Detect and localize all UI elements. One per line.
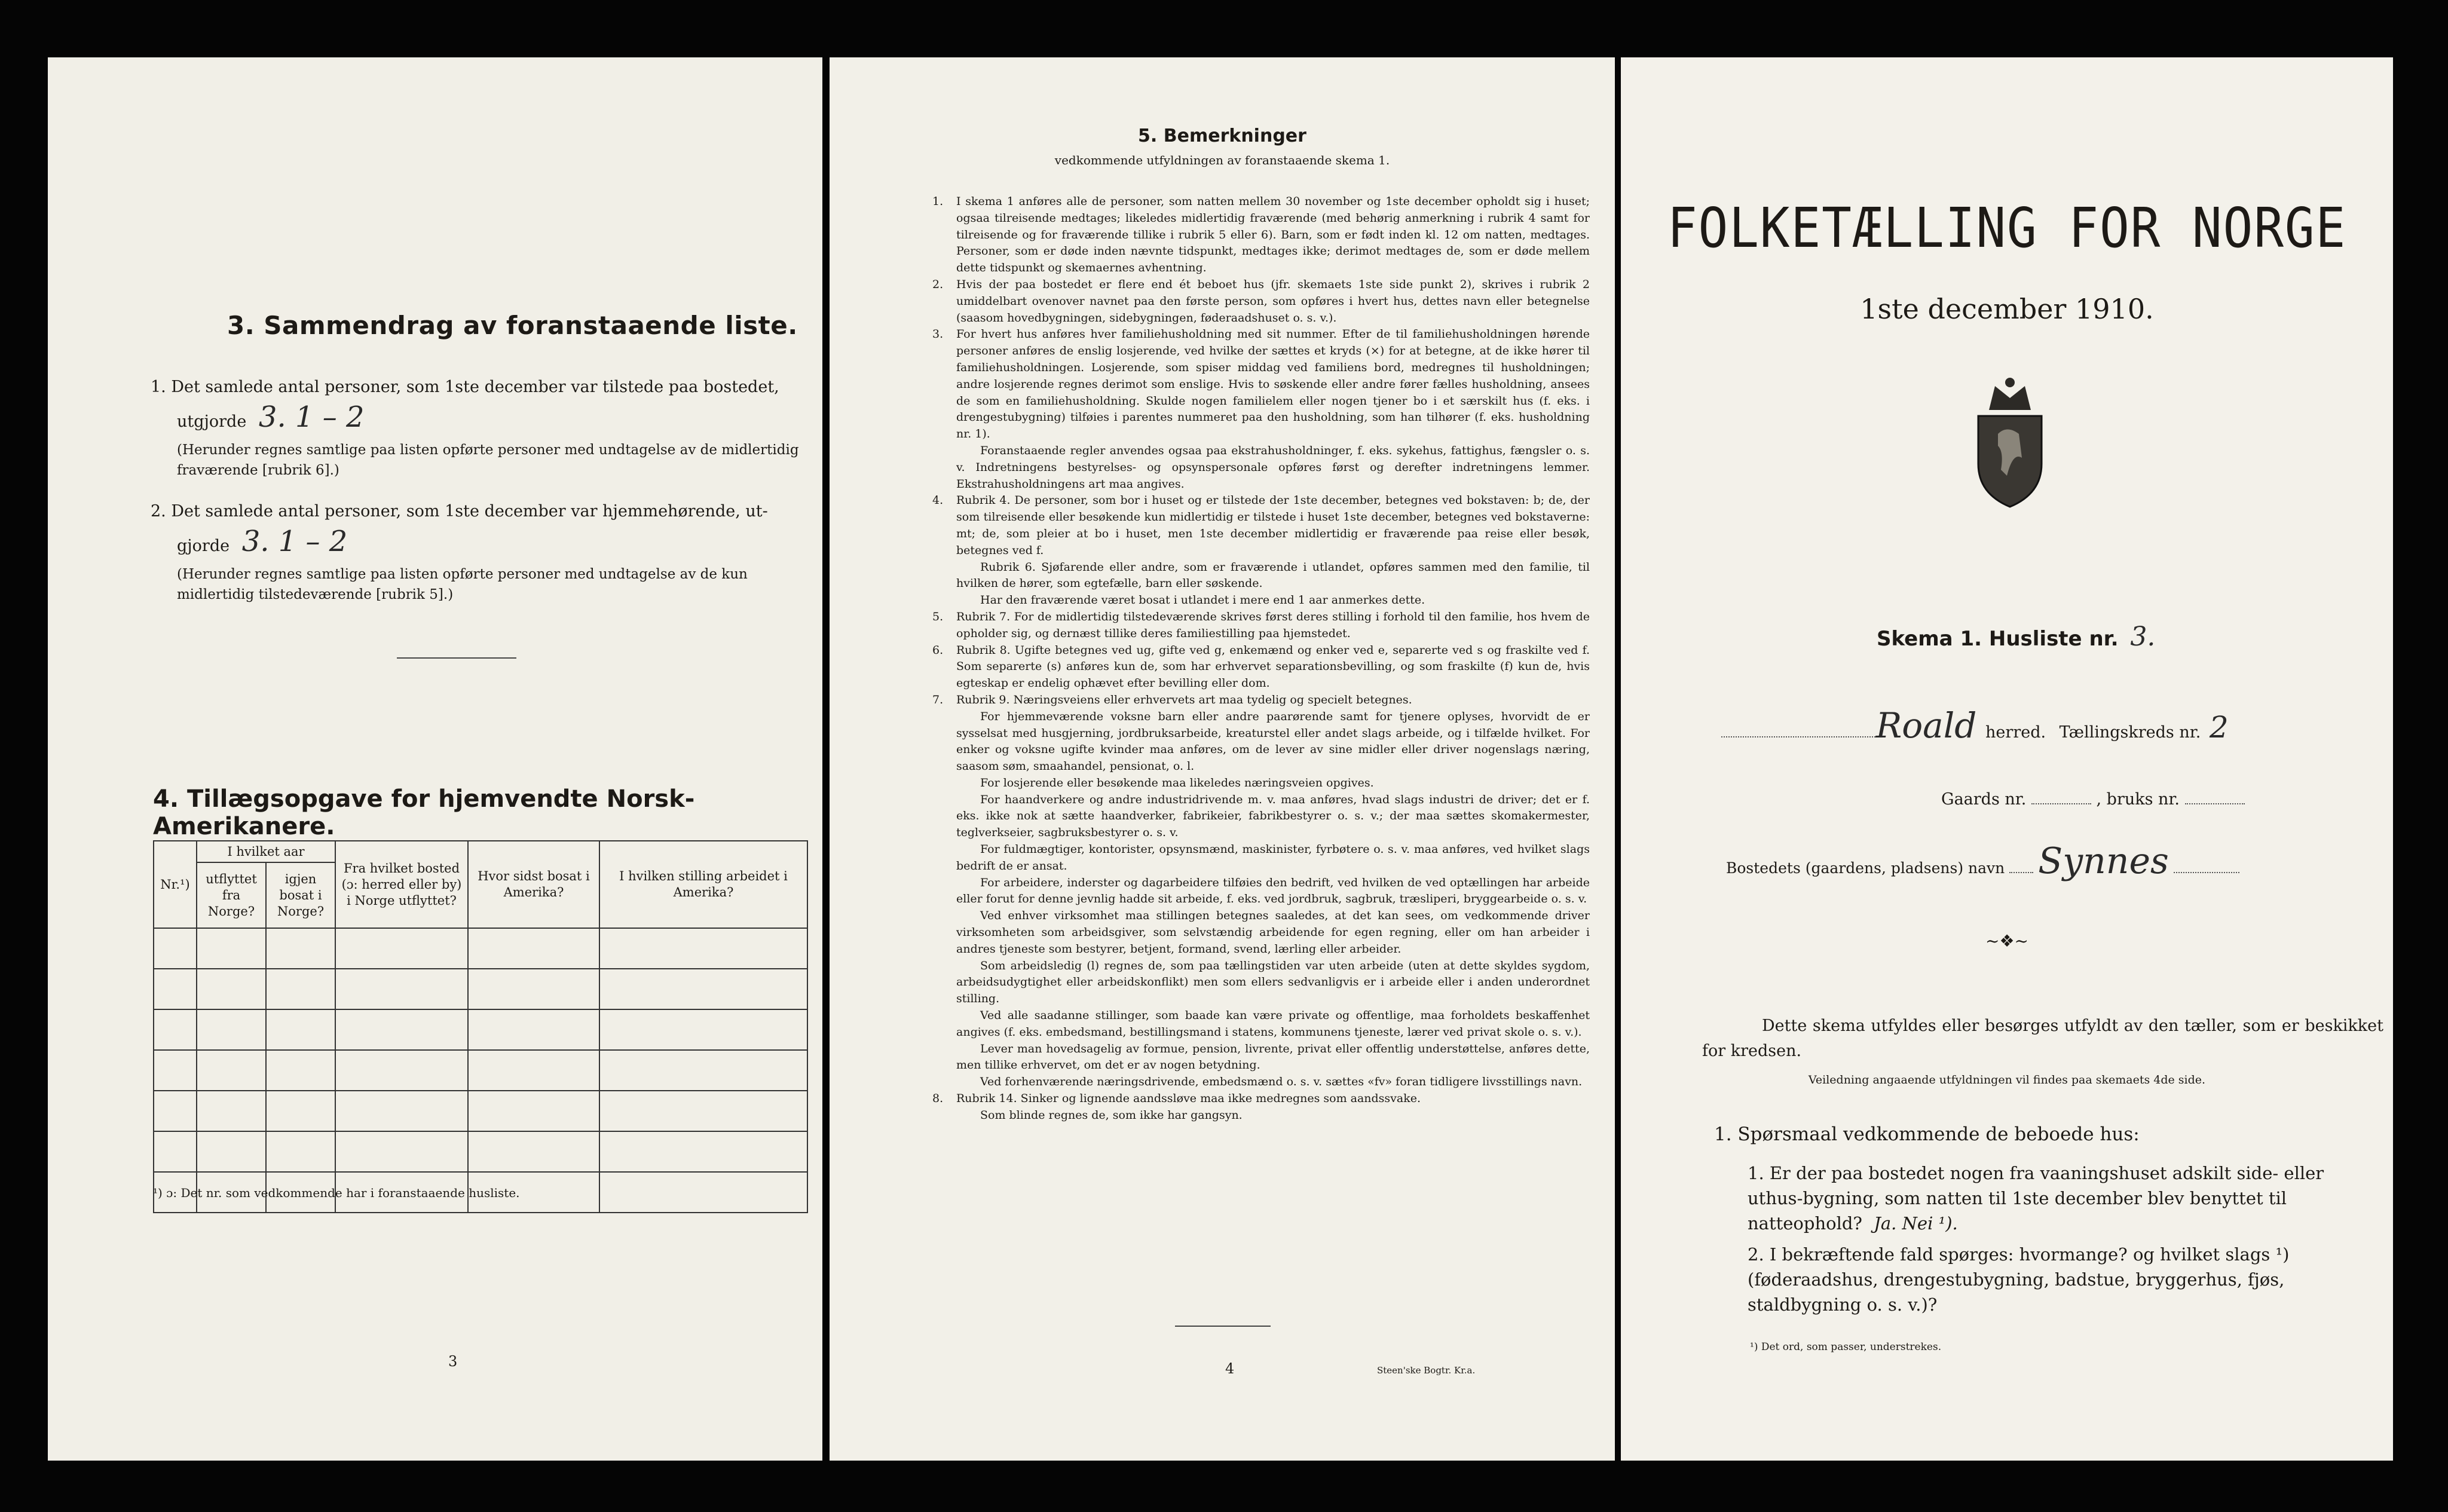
census-date: 1ste december 1910. — [1860, 293, 2154, 325]
col-returned: igjen bosat i Norge? — [266, 862, 335, 928]
col-emigrated: utflyttet fra Norge? — [197, 862, 266, 928]
item2-note: (Herunder regnes samtlige paa listen opførte personer med undtagelse av de kun midlertidig tilstedeværende [rubrik 5].) — [177, 567, 748, 602]
remark-item — [932, 1091, 1590, 1107]
remark-text: For hjemmeværende voksne barn eller andre paarørende samt for tjenere oplyses, hvorvidt de er sysselsat med husgjerning, jordbruksarbeide, kreaturstel eller andet slags arbeide, og i tilfælde hvilket. For enker og voksne ugifte kvinder maa anføres, om de lever av sine midler eller driver nogenslags næring, saasom søm, smaahandel, pensionat, o. l. — [956, 709, 1590, 773]
table-row — [154, 1091, 807, 1131]
remark-text: Som arbeidsledig (l) regnes de, som paa tællingstiden var uten arbeide (uten at dette skyldes sygdom, arbeidsudygtighet eller arbeidskonflikt) men som ellers sedvanligvis er i arbeide eller i anden underordnet stilling. — [956, 959, 1590, 1006]
coat-of-arms-icon — [1971, 374, 2049, 512]
remark-item — [932, 1041, 1590, 1075]
item2-line — [177, 525, 775, 558]
remark-item — [932, 958, 1590, 1008]
herred-label: herred. — [1985, 723, 2046, 742]
item1-line — [177, 400, 775, 434]
remark-item — [932, 642, 1590, 692]
remark-item — [932, 326, 1590, 443]
remark-item — [932, 559, 1590, 593]
table-row — [154, 969, 807, 1009]
remark-item — [932, 841, 1590, 875]
remark-text: Ved forhenværende næringsdrivende, embedsmænd o. s. v. sættes «fv» foran tidligere livsstillings navn. — [980, 1075, 1583, 1089]
remark-item — [932, 875, 1590, 908]
item1-text: 1. Det samlede antal personer, som 1ste december var tilstede paa bostedet, — [151, 378, 779, 396]
herred-line — [1721, 705, 2391, 746]
remark-text: Ved alle saadanne stillinger, som baade kan være private og offentlige, maa forholdets beskaffenhet angives (f. eks. embedsmand, bestillingsmand i statens, kommunens tjeneste, lærer ved privat skole o. s. v.). — [956, 1009, 1590, 1039]
printer-mark: Steen'ske Bogtr. Kr.a. — [1377, 1365, 1476, 1376]
schema-line — [1877, 622, 2155, 652]
remark-item — [932, 709, 1590, 775]
remark-item — [932, 277, 1590, 326]
section3-title: 3. Sammendrag av foranstaaende liste. — [227, 311, 798, 340]
remarks-title: 5. Bemerkninger — [1138, 126, 1306, 146]
remark-text: Foranstaaende regler anvendes ogsaa paa ekstrahusholdninger, f. eks. sykehus, fattighus, fængsler o. s. v. Indretningens bestyrelses- og opsynspersonale opføres først og derefter indretningens lemmer. Ekstrahusholdningens art maa angives. — [956, 443, 1590, 491]
item2-text: 2. Det samlede antal personer, som 1ste december var hjemmehørende, ut- — [151, 502, 768, 521]
remark-item — [932, 1008, 1590, 1041]
remark-text: Rubrik 7. For de midlertidig tilstedeværende skrives først deres stilling i forhold til den familie, hos hvem de opholder sig, og dernæst tillike deres familiestilling paa hjemstedet. — [956, 610, 1590, 640]
col-group: I hvilket aar — [197, 841, 335, 862]
remark-text: I skema 1 anføres alle de personer, som natten mellem 30 november og 1ste december opholdt sig i huset; ogsaa tilreisende medtages; likeledes midlertidig fraværende (med behørig anmerkning i rubrik 4 samt for tilreisende og for fraværende tillike i rubrik 5 eller 6). Barn, som er født inden kl. 12 om natten, medtages. Personer, som er døde inden nævnte tidspunkt, medtages ikke; derimot medtages de, som er døde mellem dette tidspunkt og skemaernes avhentning. — [956, 195, 1590, 275]
questions-header: 1. Spørsmaal vedkommende de beboede hus: — [1714, 1124, 2140, 1145]
remark-number: 1. — [932, 195, 944, 208]
remark-number: 5. — [932, 610, 944, 623]
question-2: 2. I bekræftende fald spørges: hvormange? og hvilket slags ¹) (føderaadshus, drengestubygning, badstue, bryggerhus, fjøs, staldbygning o. s. v.)? — [1748, 1244, 2290, 1315]
remark-text: Hvis der paa bostedet er flere end ét beboet hus (jfr. skemaets 1ste side punkt 2), skrives i rubrik 2 umiddelbart ovenover navnet paa den første person, som opføres i hvert hus, dettes navn eller betegnelse (saasom hovedbygningen, sidebygningen, føderaadshuset o. s. v.). — [956, 277, 1590, 325]
intro-text: Dette skema utfyldes eller besørges utfyldt av den tæller, som er beskikket for kredsen. — [1702, 1017, 2383, 1060]
footnote: ¹) Det ord, som passer, understrekes. — [1750, 1341, 1942, 1353]
q1-answer: Ja. Nei ¹). — [1874, 1213, 1958, 1234]
remark-item — [932, 1074, 1590, 1091]
item1-note: (Herunder regnes samtlige paa listen opførte personer med undtagelse av de midlertidig fraværende [rubrik 6].) — [177, 442, 799, 478]
remark-number: 6. — [932, 643, 944, 657]
question-1 — [1748, 1161, 2375, 1236]
remark-number: 7. — [932, 693, 944, 706]
kreds-label: Tællingskreds nr. — [2059, 723, 2201, 742]
remark-number: 3. — [932, 328, 944, 341]
ornament: ~❖~ — [1985, 931, 2029, 951]
footnote: ¹) ɔ: Det nr. som vedkommende har i foranstaaende husliste. — [153, 1186, 520, 1200]
remark-item — [932, 1107, 1590, 1124]
page-number: 3 — [448, 1353, 458, 1370]
page-middle — [830, 57, 1615, 1461]
bosted-value: Synnes — [2038, 840, 2169, 882]
remark-number: 8. — [932, 1092, 944, 1106]
table-row — [154, 1131, 807, 1172]
remark-text: For losjerende eller besøkende maa likeledes næringsveien opgives. — [980, 776, 1374, 789]
remark-item — [932, 908, 1590, 957]
page-right — [1621, 57, 2393, 1461]
husliste-nr: 3. — [2130, 622, 2156, 652]
remark-text: Ved enhver virksomhet maa stillingen betegnes saaledes, at det kan sees, om vedkommende driver virksomheten som arbeidsgiver, som selvstændig arbeidende for egen regning, eller om han arbeider i andres tjeneste som bestyrer, betjent, formand, svend, lærling eller arbeider. — [956, 909, 1590, 956]
remark-number: 4. — [932, 494, 944, 507]
remark-item — [932, 194, 1590, 277]
divider — [397, 657, 516, 659]
kreds-value: 2 — [2209, 710, 2229, 745]
item2-lead: gjorde — [177, 537, 230, 555]
remark-item — [932, 492, 1590, 559]
gaards-line — [1941, 790, 2245, 809]
col-occupation: I hvilken stilling arbeidet i Amerika? — [599, 841, 807, 928]
remark-item — [932, 775, 1590, 792]
remark-item — [932, 692, 1590, 709]
remarks-list — [932, 194, 1590, 1124]
table-row — [154, 1009, 807, 1050]
divider — [1175, 1326, 1271, 1327]
remark-text: Har den fraværende været bosat i utlandet i mere end 1 aar anmerkes dette. — [980, 593, 1425, 607]
remark-text: For fuldmægtiger, kontorister, opsynsmænd, maskinister, fyrbøtere o. s. v. maa anføres, ved hvilket slags bedrift de er ansat. — [956, 843, 1590, 873]
bruks-label: , bruks nr. — [2096, 790, 2180, 809]
q1-text: 1. Er der paa bostedet nogen fra vaaningshuset adskilt side- eller uthus-bygning, som natten til 1ste december blev benyttet til natteophold? — [1748, 1163, 2324, 1234]
gaards-label: Gaards nr. — [1941, 790, 2027, 809]
herred-value: Roald — [1875, 705, 1977, 746]
remark-text: Rubrik 9. Næringsveiens eller erhvervets art maa tydelig og specielt betegnes. — [956, 693, 1412, 706]
remarks-subtitle: vedkommende utfyldningen av foranstaaende skema 1. — [1054, 153, 1390, 167]
remark-text: Rubrik 14. Sinker og lignende aandssløve maa ikke medregnes som aandssvake. — [956, 1092, 1421, 1106]
col-nr: Nr.¹) — [154, 841, 197, 928]
remark-text: Rubrik 6. Sjøfarende eller andre, som er fraværende i utlandet, opføres sammen med den familie, til hvilken de hører, som egtefælle, barn eller søskende. — [956, 560, 1590, 590]
remark-item — [932, 443, 1590, 492]
remark-number: 2. — [932, 277, 944, 291]
remark-text: For haandverkere og andre industridrivende m. v. maa anføres, hvad slags industri de driver; det er f. eks. ikke nok at sætte haandverker, fabrikeier, fabrikbestyrer o. s. v.; der maa sættes skomakermester, teglverkseier, sagbruksbestyrer o. s. v. — [956, 792, 1590, 840]
table-row — [154, 1050, 807, 1091]
table-row — [154, 928, 807, 969]
remark-text: Lever man hovedsagelig av formue, pension, livrente, privat eller offentlig understøttelse, anføres dette, men tillike erhvervet, om det er av nogen betydning. — [956, 1042, 1590, 1072]
remark-item — [932, 792, 1590, 841]
remark-text: Rubrik 8. Ugifte betegnes ved ug, gifte ved g, enkemænd og enker ved e, separerte ved s og fraskilte ved f. Som separerte (s) anføres kun de, som har erhvervet separationsbevilling, og som fraskilte (f) kun de, hvis egteskap er endelig ophævet efter bevilling eller dom. — [956, 643, 1590, 690]
item1-lead: utgjorde — [177, 412, 247, 431]
remark-text: For hvert hus anføres hver familiehusholdning med sit nummer. Efter de til familiehusholdningen hørende personer anføres de enslig losjerende, ved hvilke der sættes et kryds (×) for at betegne, at de ikke hører til familiehusholdningen. Losjerende, som spiser middag ved familiens bord, medregnes til husholdningen; andre losjerende regnes derimot som enslige. Hvis to søskende eller andre fører fælles husholdning, ansees de som en familiehusholdning. Skulde nogen familielem eller nogen tjener bo i et særskilt hus (f. eks. i drengestubygning) tilføies i parentes nummeret paa den husholdning, som han tilhører (f. eks. husholdning nr. 1). — [956, 328, 1590, 441]
norsk-amerikanere-table — [153, 840, 808, 1213]
page-left — [48, 57, 822, 1461]
remark-text: For arbeidere, inderster og dagarbeidere tilføies den bedrift, ved hvilken de ved optællingen har arbeide eller forut for denne jevnlig hadde sit arbeide, f. eks. ved jordbruk, sagbruk, træsliperi, bryggearbeide o. s. v. — [956, 876, 1590, 906]
remark-item — [932, 592, 1590, 609]
page-number: 4 — [1225, 1360, 1235, 1377]
remark-text: Som blinde regnes de, som ikke har gangsyn. — [980, 1108, 1243, 1122]
veiledning-text: Veiledning angaaende utfyldningen vil findes paa skemaets 4de side. — [1808, 1073, 2206, 1086]
bosted-line — [1726, 840, 2383, 882]
col-from-where: Fra hvilket bosted (ɔ: herred eller by) i Norge utflyttet? — [335, 841, 468, 928]
schema-label: Skema 1. Husliste nr. — [1877, 627, 2119, 651]
main-title: FOLKETÆLLING FOR NORGE — [1667, 196, 2347, 260]
remark-item — [932, 609, 1590, 642]
bosted-label: Bostedets (gaardens, pladsens) navn — [1726, 859, 2005, 877]
item1-value: 3. 1 – 2 — [258, 400, 365, 434]
remark-text: Rubrik 4. De personer, som bor i huset og er tilstede der 1ste december, betegnes ved bokstaven: b; de, der som tilreisende eller besøkende kun midlertidig er tilstede i huset 1ste december, betegnes ved bokstaverne: mt; de, som pleier at bo i huset, men 1ste december midlertidig er fraværende paa reise eller besøk, betegnes ved f. — [956, 494, 1590, 557]
section4-title: 4. Tillægsopgave for hjemvendte Norsk-Amerikanere. — [153, 785, 695, 840]
col-last-residence: Hvor sidst bosat i Amerika? — [468, 841, 599, 928]
item2-value: 3. 1 – 2 — [241, 525, 348, 558]
